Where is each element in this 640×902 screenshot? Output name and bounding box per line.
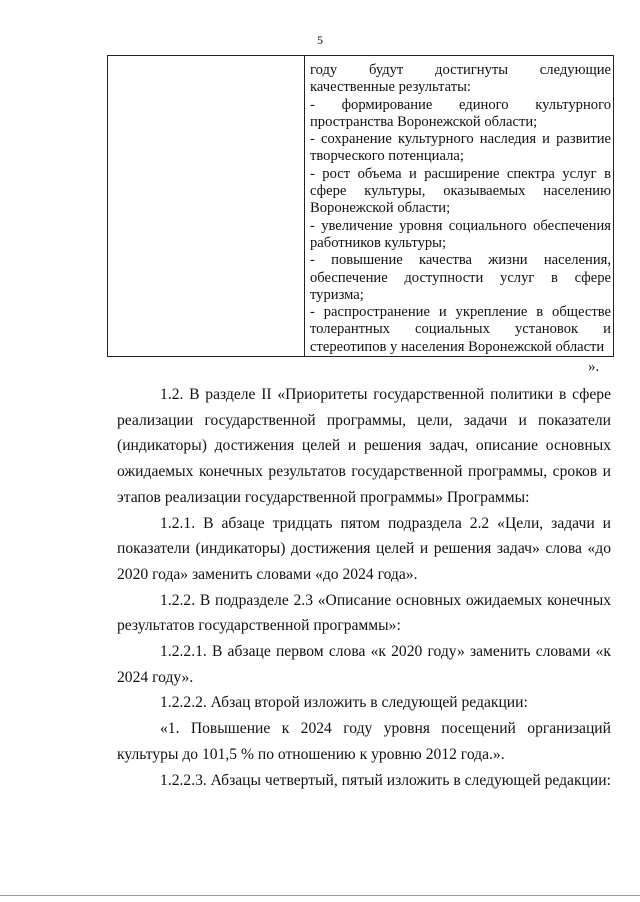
document-body <box>117 382 611 793</box>
cell-line: - рост объема и расширение спектра услуг в <box>310 165 611 182</box>
cell-line: сфере культуры, оказываемых населению <box>310 183 611 200</box>
results-table <box>107 55 614 357</box>
paragraph-line: (индикаторы) достижения целей и решения задач, описание основных <box>117 437 611 455</box>
paragraph-line: реализации государственной программы, цели, задачи и показатели <box>117 411 611 429</box>
cell-line: - распространение и укрепление в обществе <box>310 304 611 321</box>
paragraph-line: 2020 года» заменить словами «до 2024 года». <box>117 565 418 583</box>
paragraph-line: ожидаемых конечных результатов государственной программы, сроков и <box>117 463 611 481</box>
cell-line: Воронежской области; <box>310 200 451 217</box>
cell-line: пространства Воронежской области; <box>310 113 538 130</box>
paragraph-line: 1.2.2.2. Абзац второй изложить в следующей редакции: <box>160 694 528 712</box>
cell-line: - формирование единого культурного <box>310 96 611 113</box>
page-bottom-edge <box>0 895 640 896</box>
page-number: 5 <box>317 33 323 47</box>
paragraph-line: «1. Повышение к 2024 году уровня посещений организаций <box>160 720 611 738</box>
paragraph-line: 1.2.2.3. Абзацы четвертый, пятый изложить в следующей редакции: <box>160 771 611 789</box>
cell-line: обеспечение доступности услуг в сфере <box>310 269 611 286</box>
paragraph-line: 1.2.2. В подразделе 2.3 «Описание основных ожидаемых конечных <box>160 591 611 609</box>
cell-line: творческого потенциала; <box>310 148 464 165</box>
cell-line: качественные результаты: <box>310 79 471 96</box>
table-closing-quote: ». <box>588 359 600 375</box>
cell-line: году будут достигнуты следующие <box>310 62 611 78</box>
paragraph-line: 1.2. В разделе II «Приоритеты государственной политики в сфере <box>160 386 611 403</box>
cell-line: толерантных социальных установок и <box>310 321 611 338</box>
cell-line: - повышение качества жизни населения, <box>310 252 611 269</box>
paragraph-line: 1.2.2.1. В абзаце первом слова «к 2020 году» заменить словами «к <box>160 643 611 661</box>
table-left-cell <box>108 56 305 357</box>
cell-line: туризма; <box>310 286 364 303</box>
paragraph-line: 1.2.1. В абзаце тридцать пятом подраздела 2.2 «Цели, задачи и <box>160 514 611 532</box>
paragraph-line: 2024 году». <box>117 668 194 686</box>
cell-line: стереотипов у населения Воронежской области <box>310 338 605 355</box>
table-right-cell <box>305 56 614 357</box>
paragraph-line: результатов государственной программы»: <box>117 617 401 635</box>
cell-line: - сохранение культурного наследия и развитие <box>310 131 611 148</box>
cell-line: - увеличение уровня социального обеспечения <box>310 217 611 234</box>
table-row <box>108 56 614 357</box>
paragraph-line: этапов реализации государственной программы» Программы: <box>117 488 530 506</box>
cell-line: работников культуры; <box>310 234 447 251</box>
paragraph-line: показатели (индикаторы) достижения целей и решения задач» слова «до <box>117 540 611 558</box>
paragraph-line: культуры до 101,5 % по отношению к уровню 2012 года.». <box>117 745 505 763</box>
